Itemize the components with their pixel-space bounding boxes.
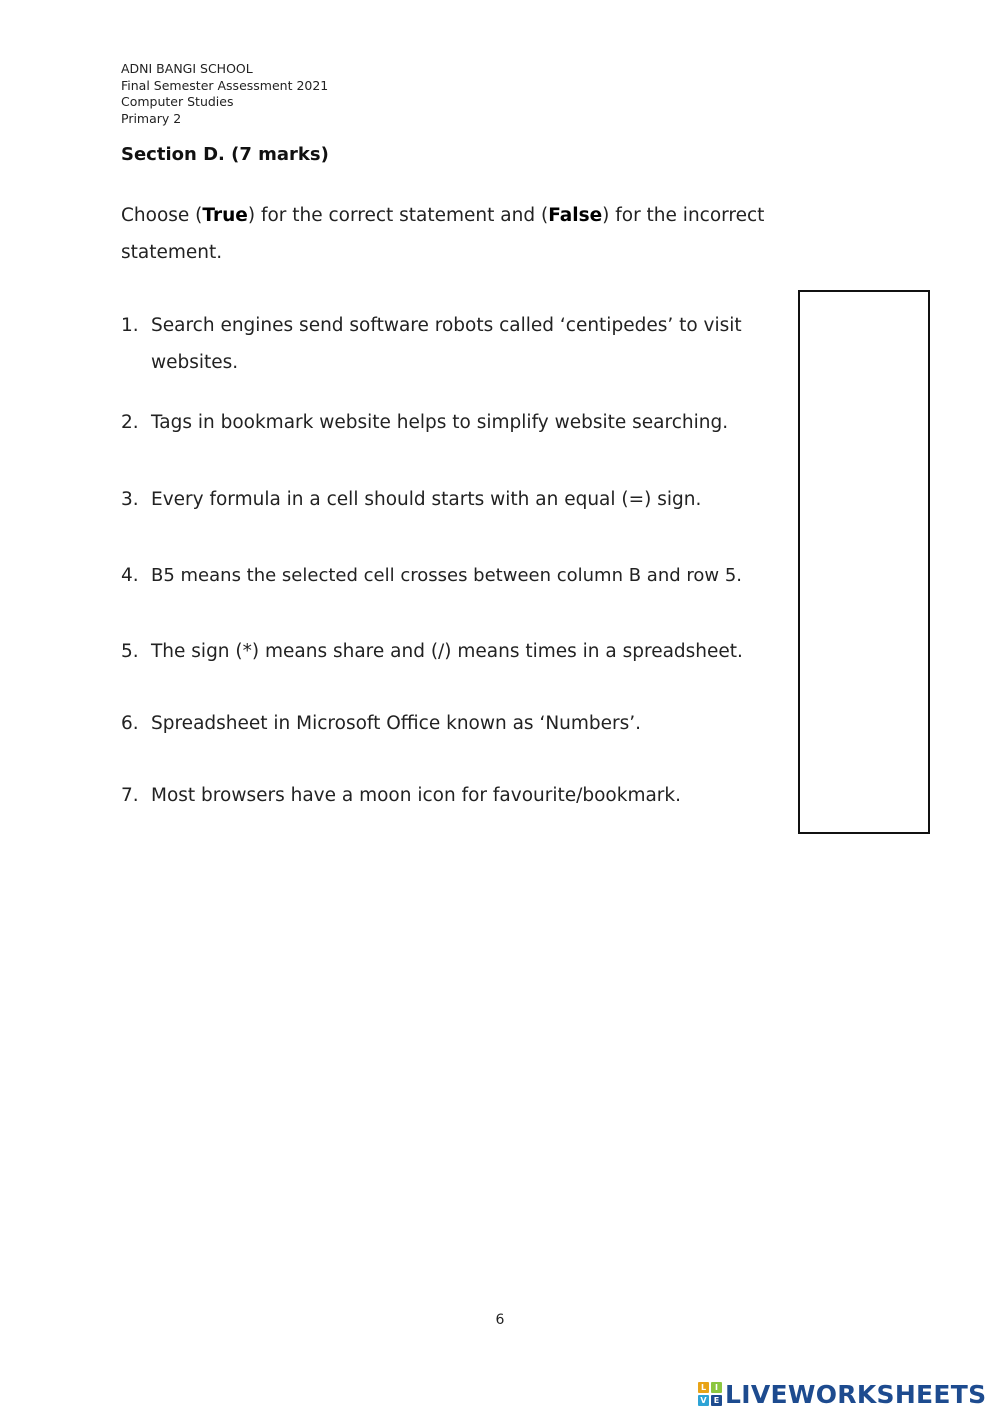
document-header: [121, 61, 328, 127]
answer-box-4[interactable]: [798, 540, 930, 618]
question-number: 2.: [121, 412, 139, 433]
question-number: 6.: [121, 713, 139, 734]
question-7: [121, 777, 791, 814]
question-4: [121, 557, 791, 594]
assessment-name: Final Semester Assessment 2021: [121, 77, 329, 93]
logo-text: LIVEWORKSHEETS: [725, 1379, 987, 1409]
question-text: The sign (*) means share and (/) means times in a spreadsheet.: [151, 641, 743, 662]
answer-box-5[interactable]: [798, 616, 930, 690]
answer-box-7[interactable]: [798, 760, 930, 834]
instructions: [121, 197, 801, 271]
logo-mark-letter: V: [698, 1395, 709, 1406]
question-text: Every formula in a cell should starts with an equal (=) sign.: [151, 489, 702, 510]
question-1: [121, 307, 791, 381]
instructions-part2: ) for the correct statement and (: [247, 205, 549, 226]
question-3: [121, 481, 791, 518]
logo-mark-letter: I: [711, 1382, 722, 1393]
instructions-part3: ) for the incorrect statement.: [121, 205, 765, 263]
false-word: False: [548, 205, 603, 226]
question-text: Tags in bookmark website helps to simplify website searching.: [151, 412, 729, 433]
instructions-part1: Choose (: [121, 205, 203, 226]
question-text: Most browsers have a moon icon for favourite/bookmark.: [151, 785, 682, 806]
subject-name: Computer Studies: [121, 94, 234, 109]
answer-box-3[interactable]: [798, 463, 930, 542]
logo-mark-letter: E: [711, 1395, 722, 1406]
question-number: 3.: [121, 489, 139, 510]
question-2: [121, 404, 791, 441]
liveworksheets-logo-icon: [698, 1382, 722, 1406]
answer-box-6[interactable]: [798, 688, 930, 762]
question-number: 4.: [121, 565, 139, 586]
question-text: Spreadsheet in Microsoft Office known as ‘Numbers’.: [151, 713, 642, 734]
question-number: 1.: [121, 315, 139, 336]
logo-mark-letter: L: [698, 1382, 709, 1393]
answer-box-2[interactable]: [798, 386, 930, 465]
liveworksheets-logo: [698, 1378, 986, 1410]
page-number: 6: [495, 1312, 505, 1328]
true-word: True: [202, 205, 248, 226]
question-5: [121, 633, 791, 670]
class-level: Primary 2: [121, 110, 182, 126]
school-name: ADNI BANGI SCHOOL: [121, 61, 253, 76]
question-number: 5.: [121, 641, 139, 662]
answer-box-1[interactable]: [798, 290, 930, 390]
section-title: Section D. (7 marks): [121, 144, 329, 165]
question-number: 7.: [121, 785, 139, 806]
question-text: B5 means the selected cell crosses between column B and row 5.: [151, 565, 743, 586]
question-6: [121, 705, 791, 742]
question-text: Search engines send software robots called ‘centipedes’ to visit websites.: [151, 315, 742, 373]
